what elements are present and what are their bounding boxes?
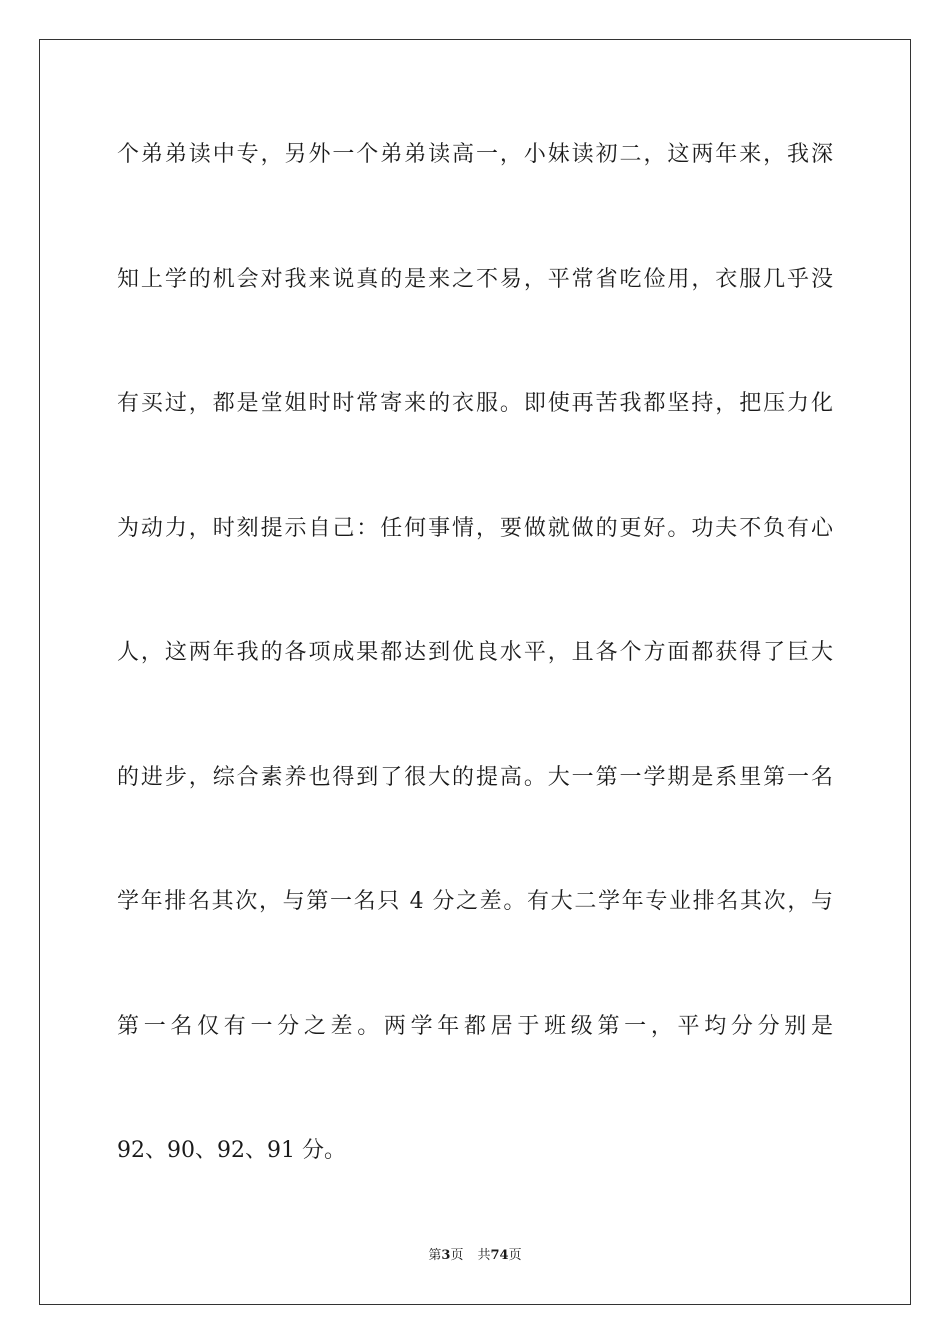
text-line-9: 92、90、92、91 分。 xyxy=(117,1138,346,1163)
total-prefix: 共 xyxy=(477,1248,491,1263)
text-line-5: 人，这两年我的各项成果都达到优良水平，且各个方面都获得了巨大 xyxy=(117,640,833,665)
text-line-6: 的进步，综合素养也得到了很大的提高。大一第一学期是系里第一名 xyxy=(117,764,833,790)
text-line-7: 学年排名其次，与第一名只 4 分之差。有大二学年专业排名其次，与 xyxy=(117,889,833,914)
text-line-3: 有买过，都是堂姐时时常寄来的衣服。即使再苦我都坚持，把压力化 xyxy=(117,391,833,416)
text-line-4: 为动力，时刻提示自己：任何事情，要做就做的更好。功夫不负有心 xyxy=(117,515,833,541)
text-line-8: 第一名仅有一分之差。两学年都居于班级第一，平均分分别是 xyxy=(117,1013,833,1039)
total-suffix: 页 xyxy=(508,1248,522,1263)
page-footer xyxy=(0,1247,950,1265)
text-line-2: 知上学的机会对我来说真的是来之不易，平常省吃俭用，衣服几乎没 xyxy=(117,266,833,292)
text-line-1: 个弟弟读中专，另外一个弟弟读高一，小妹读初二，这两年来，我深 xyxy=(117,142,833,167)
page-number: 3 xyxy=(441,1248,451,1263)
page-suffix: 页 xyxy=(450,1248,464,1263)
document-body xyxy=(117,133,833,1254)
total-pages: 74 xyxy=(490,1248,509,1263)
page-prefix: 第 xyxy=(428,1248,442,1263)
